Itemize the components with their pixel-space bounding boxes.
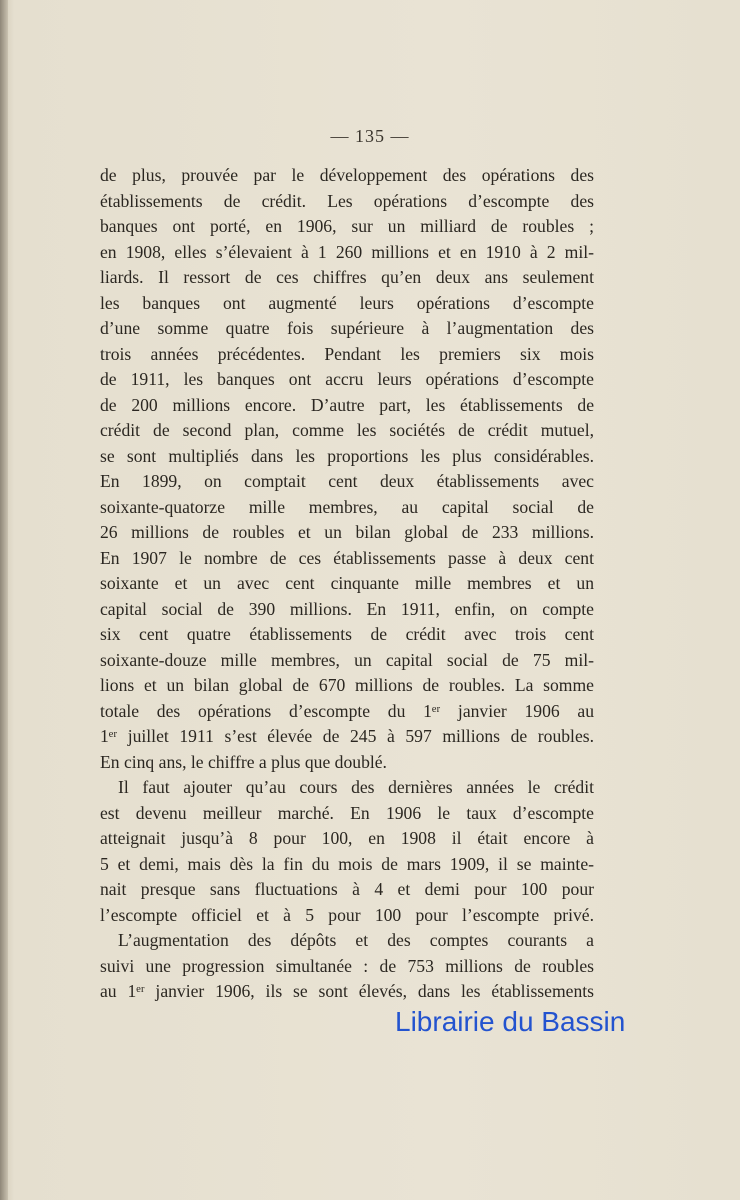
book-gutter-edge (0, 0, 8, 1200)
text-line: Il faut ajouter qu’au cours des dernières années le crédit (118, 777, 594, 797)
text-line: capital social de 390 millions. En 1911, enfin, on compte (100, 598, 594, 619)
text-line: se sont multipliés dans les proportions les plus considérables. (100, 445, 594, 466)
text-line: soixante et un avec cent cinquante mille membres et un (100, 573, 594, 593)
text-line: l’escompte officiel et à 5 pour 100 pour l’escompte privé. (100, 904, 594, 925)
text-line: 5 et demi, mais dès la fin du mois de mars 1909, il se mainte- (100, 853, 594, 874)
text-line: crédit de second plan, comme les sociétés de crédit mutuel, (100, 420, 594, 440)
text-line: six cent quatre établissements de crédit avec trois cent (100, 624, 594, 644)
text-line: soixante-douze mille membres, un capital social de 75 mil- (100, 649, 594, 670)
text-line: atteignait jusqu’à 8 pour 100, en 1908 il était encore à (100, 828, 594, 848)
text-line: totale des opérations d’escompte du 1ᵉʳ janvier 1906 au (100, 700, 594, 721)
text-line: au 1ᵉʳ janvier 1906, ils se sont élevés, dans les établissements (100, 981, 594, 1001)
text-line: En 1907 le nombre de ces établissements passe à deux cent (100, 547, 594, 568)
text-line: liards. Il ressort de ces chiffres qu’en deux ans seulement (100, 267, 594, 287)
text-line: nait presque sans fluctuations à 4 et demi pour 100 pour (100, 879, 594, 899)
text-line: de 1911, les banques ont accru leurs opérations d’escompte (100, 369, 594, 389)
page-number: — 135 — (330, 126, 410, 146)
text-line: suivi une progression simultanée : de 753 millions de roubles (100, 955, 594, 976)
text-line: soixante-quatorze mille membres, au capital social de (100, 496, 594, 517)
text-line: En 1899, on comptait cent deux établissements avec (100, 471, 594, 491)
text-line: trois années précédentes. Pendant les premiers six mois (100, 343, 594, 364)
text-line: les banques ont augmenté leurs opérations d’escompte (100, 292, 594, 313)
text-line: banques ont porté, en 1906, sur un milliard de roubles ; (100, 216, 594, 236)
text-line: lions et un bilan global de 670 millions de roubles. La somme (100, 675, 594, 695)
text-line: de plus, prouvée par le développement des opérations des (100, 165, 594, 185)
watermark: Librairie du Bassin (395, 1006, 626, 1037)
text-line: établissements de crédit. Les opérations d’escompte des (100, 190, 594, 211)
text-line: En cinq ans, le chiffre a plus que doublé. (100, 751, 387, 772)
text-line: 1ᵉʳ juillet 1911 s’est élevée de 245 à 597 millions de roubles. (100, 726, 594, 746)
text-line: en 1908, elles s’élevaient à 1 260 millions et en 1910 à 2 mil- (100, 241, 594, 262)
body-text (100, 163, 594, 1005)
text-line: d’une somme quatre fois supérieure à l’augmentation des (100, 318, 594, 338)
text-line: 26 millions de roubles et un bilan global de 233 millions. (100, 522, 594, 542)
text-line: L’augmentation des dépôts et des comptes courants a (118, 930, 594, 950)
text-line: est devenu meilleur marché. En 1906 le taux d’escompte (100, 802, 594, 823)
text-line: de 200 millions encore. D’autre part, les établissements de (100, 394, 594, 415)
